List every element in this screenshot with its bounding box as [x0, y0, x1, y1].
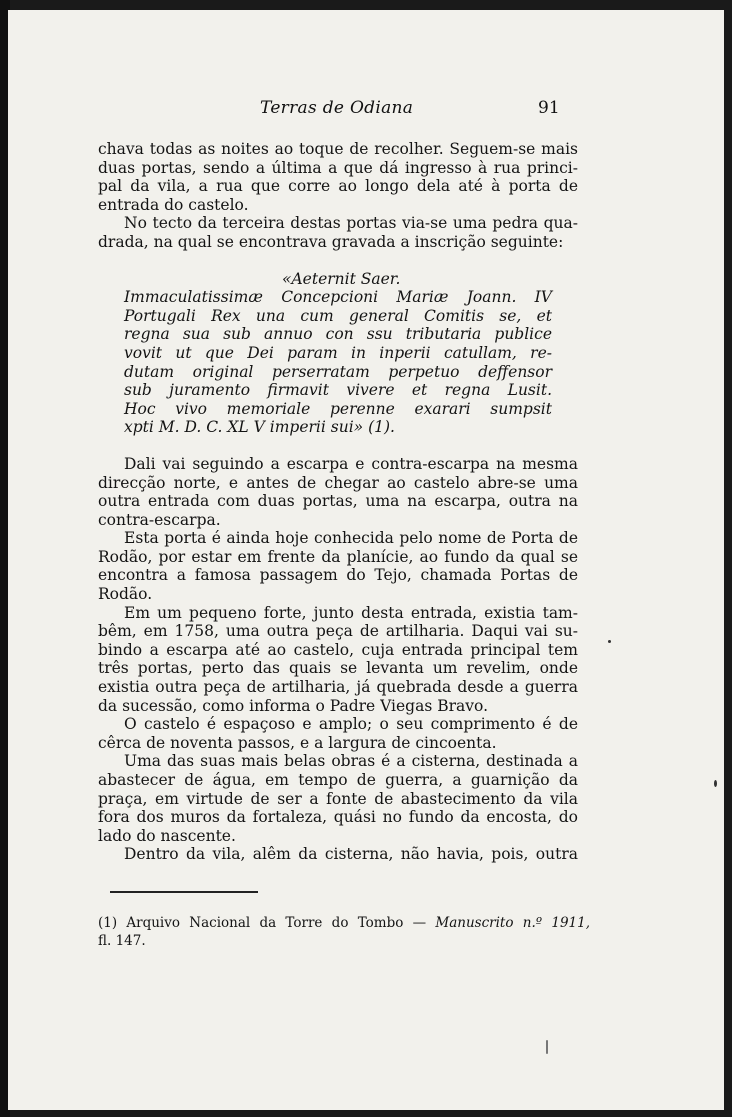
text-line: abastecer de água, em tempo de guerra, a guarnição da — [98, 771, 578, 789]
paragraph — [98, 715, 578, 752]
inscription-line: regna sua sub annuo con ssu tributaria publice — [124, 325, 552, 344]
spacer — [98, 437, 578, 455]
inscription-line: Portugali Rex una cum general Comitis se, et — [124, 306, 552, 325]
text-line: existia outra peça de artilharia, já quebrada desde a guerra — [98, 678, 578, 697]
inscription-line: vovit ut que Dei param in inperii catullam, re- — [124, 343, 552, 362]
inscription-line: Hoc vivo memoriale perenne exarari sumpsit — [124, 399, 552, 418]
text-line: praça, em virtude de ser a fonte de abastecimento da vila — [98, 789, 578, 808]
running-head — [8, 98, 724, 122]
paragraph — [98, 455, 578, 529]
text-line: Em um pequeno forte, junto desta entrada, existia tam- — [124, 603, 578, 622]
text-line: contra-escarpa. — [98, 510, 221, 529]
text-line: Esta porta é ainda hoje conhecida pelo nome de Porta de — [124, 529, 578, 548]
footnote — [98, 914, 590, 950]
book-page — [8, 10, 724, 1110]
text-line: Rodão. — [98, 585, 153, 604]
text-line: O castelo é espaçoso e amplo; o seu comprimento é de — [124, 715, 578, 734]
text-line: fora dos muros da fortaleza, quási no fundo da encosta, do — [98, 808, 578, 827]
text-line: Dali vai seguindo a escarpa e contra-escarpa na mesma — [124, 454, 578, 473]
inscription-block — [98, 270, 552, 437]
spacer — [98, 252, 578, 270]
inscription-line: Immaculatissimæ Concepcioni Mariæ Joann. IV — [124, 288, 552, 307]
text-line: pal da vila, a rua que corre ao longo dela até à porta de — [98, 177, 578, 196]
text-line: outra entrada com duas portas, uma na escarpa, outra na — [98, 492, 578, 511]
paragraph — [98, 140, 578, 214]
text-line: duas portas, sendo a última a que dá ingresso à rua princi- — [98, 158, 578, 177]
paragraph — [98, 214, 578, 251]
text-line: bêm, em 1758, uma outra peça de artilharia. Daqui vai su- — [98, 622, 578, 641]
inscription-line: dutam original perserratam perpetuo deffensor — [124, 362, 552, 381]
inscription-line: xpti M. D. C. XL V imperii sui» (1). — [124, 418, 395, 437]
scan-speck — [546, 1040, 548, 1054]
page-number: 91 — [538, 98, 560, 118]
text-line: Rodão, por estar em frente da planície, ao fundo da qual se — [98, 547, 578, 566]
text-line: entrada do castelo. — [98, 195, 249, 214]
text-line: No tecto da terceira destas portas via-se uma pedra qua- — [124, 214, 578, 233]
footnote-line: fl. 147. — [98, 933, 146, 949]
body-text — [98, 140, 578, 864]
footnote-rule — [110, 891, 258, 893]
inscription-line: «Aeternit Saer. — [282, 269, 401, 288]
text-line: cêrca de noventa passos, e a largura de cincoenta. — [98, 733, 497, 752]
text-line: drada, na qual se encontrava gravada a inscrição seguinte: — [98, 232, 564, 251]
text-line: chava todas as noites ao toque de recolher. Seguem-se mais — [98, 140, 578, 158]
paragraph — [98, 529, 578, 603]
paragraph — [98, 604, 578, 716]
text-line: lado do nascente. — [98, 826, 236, 845]
footnote-title: Manuscrito n.º 1911, — [435, 915, 590, 931]
paragraph — [98, 752, 578, 845]
scan-speck — [608, 640, 611, 643]
inscription-line: sub juramento firmavit vivere et regna Lusit. — [124, 381, 552, 400]
text-line: encontra a famosa passagem do Tejo, chamada Portas de — [98, 566, 578, 585]
text-line: Uma das suas mais belas obras é a cisterna, destinada a — [124, 752, 578, 771]
paragraph — [98, 845, 578, 864]
scan-speck — [714, 780, 717, 787]
running-title: Terras de Odiana — [260, 98, 414, 118]
text-line: da sucessão, como informa o Padre Viegas Bravo. — [98, 696, 489, 715]
text-line: três portas, perto das quais se levanta um revelim, onde — [98, 659, 578, 678]
footnote-line — [98, 914, 590, 932]
text-line: bindo a escarpa até ao castelo, cuja entrada principal tem — [98, 640, 578, 659]
text-line: Dentro da vila, alêm da cisterna, não havia, pois, outra — [124, 845, 578, 864]
text-line: direcção norte, e antes de chegar ao castelo abre-se uma — [98, 473, 578, 492]
footnote-citation: (1) Arquivo Nacional da Torre do Tombo — — [98, 915, 436, 931]
